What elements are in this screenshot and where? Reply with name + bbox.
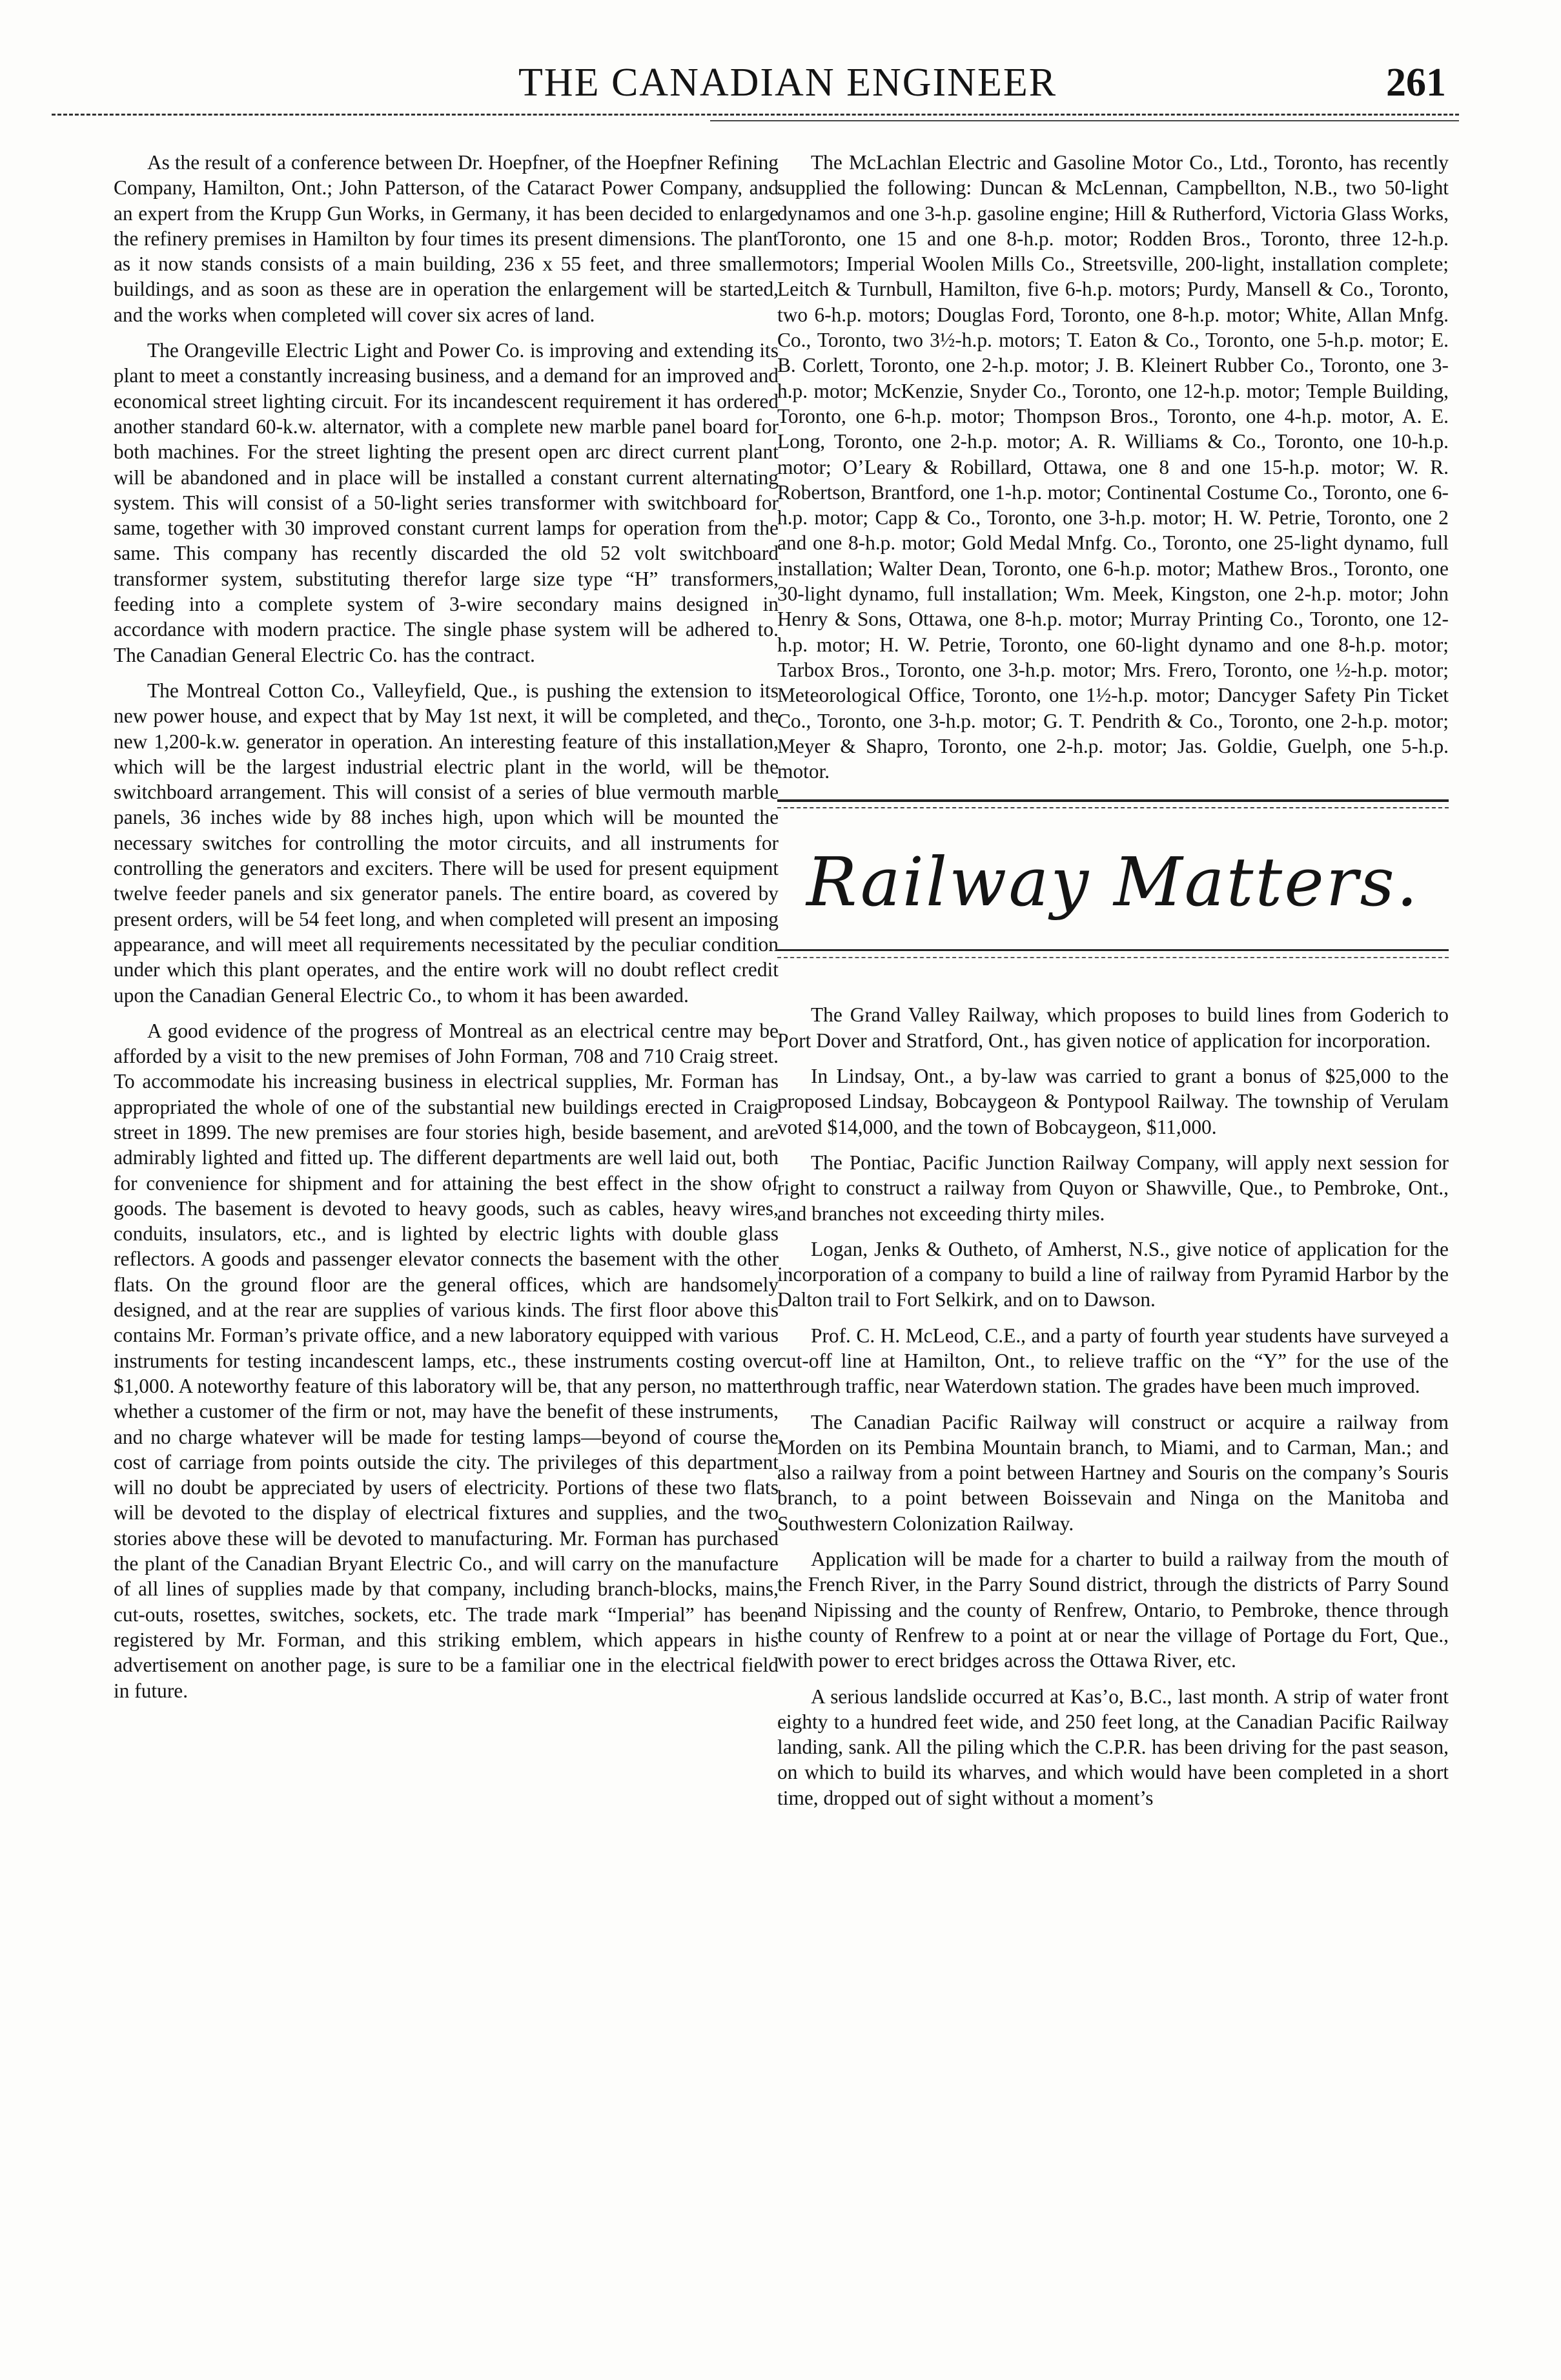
heading-rule-top-dashed	[777, 807, 1449, 808]
paragraph-cpr-morden: The Canadian Pacific Railway will construct or acquire a railway from Morden on its Pembina Mountain branch, to Miami, and to Carman, Man.; and also a railway from a point between Hartney and Souris on the company’s Souris branch, to a point between Boissevain and Ninga on the Manitoba and Southwestern Colonization Railway.	[777, 1410, 1449, 1535]
paragraph-montreal-cotton: The Montreal Cotton Co., Valleyfield, Que., is pushing the extension to its new power house, and expect that by May 1st next, it will be completed, and the new 1,200-k.w. generator in operation. An interesting feature of this installation, which will be the largest industrial electric plant in the world, will be the switchboard arrangement. This will consist of a series of blue vermouth marble panels, 36 inches wide by 88 inches high, upon which will be mounted the necessary switches for controlling the motor circuits, and all instruments for controlling the generators and exciters. There will be used for present equipment twelve feeder panels and six generator panels. The entire board, as covered by present orders, will be 54 feet long, and when completed will present an imposing appearance, and will meet all requirements necessitated by the peculiar condition under which this plant operates, and the entire work will no doubt reflect credit upon the Canadian General Electric Co., to whom it has been awarded.	[114, 679, 779, 1007]
header-rule	[52, 114, 1459, 116]
paragraph-grand-valley: The Grand Valley Railway, which proposes to build lines from Goderich to Port Dover and Stratford, Ont., has given notice of application for incorporation.	[777, 1003, 1449, 1052]
paragraph-mcleod: Prof. C. H. McLeod, C.E., and a party of fourth year students have surveyed a cut-off line at Hamilton, Ont., to relieve traffic on the “Y” for the use of the through traffic, near Waterdown station. The grades have been much improved.	[777, 1324, 1449, 1398]
paragraph-orangeville: The Orangeville Electric Light and Power Co. is improving and extending its plant to meet a constantly increasing business, and a demand for an improved and economical street lighting circuit. For its incandescent requirement it has ordered another standard 60-k.w. alternator, with a complete new marble panel board for both machines. For the street lighting the present open arc direct current plant will be abandoned and in place will be installed a constant current alternating system. This will consist of a 50-light series transformer with switchboard for same, together with 30 improved constant current lamps for operation from the same. This company has recently discarded the old 52 volt switchboard transformer system, substituting therefor large size type “H” transformers, feeding into a complete system of 3-wire secondary mains designed in accordance with modern practice. The single phase system will be adhered to. The Canadian General Electric Co. has the contract.	[114, 339, 779, 666]
paragraph-french-river: Application will be made for a charter to build a railway from the mouth of the French River, in the Parry Sound district, through the districts of Parry Sound and Nipissing and the county of Renfrew, Ontario, to Pembroke, thence through the county of Renfrew to a point at or near the village of Portage du Fort, Que., with power to erect bridges across the Ottawa River, etc.	[777, 1548, 1449, 1672]
paragraph-logan-jenks: Logan, Jenks & Outheto, of Amherst, N.S., give notice of application for the incorporation of a company to build a line of railway from Pyramid Harbor by the Dalton trail to Fort Selkirk, and on to Dawson.	[777, 1237, 1449, 1311]
paragraph-mclachlan: The McLachlan Electric and Gasoline Motor Co., Ltd., Toronto, has recently supplied the following: Duncan & McLennan, Campbellton, N.B., two 50-light dynamos and one 3-h.p. gasoline engine; Hill & Rutherford, Victoria Glass Works, Toronto, one 15 and one 8-h.p. motor; Rodden Bros., Toronto, three 12-h.p. motors; Imperial Woolen Mills Co., Streetsville, 200-light, installation complete; Leitch & Turnbull, Hamilton, five 6-h.p. motors; Purdy, Mansell & Co., Toronto, two 6-h.p. motors; Douglas Ford, Toronto, one 8-h.p. motor; White, Allan Mnfg. Co., Toronto, two 3½-h.p. motors; T. Eaton & Co., Toronto, one 5-h.p. motor; E. B. Corlett, Toronto, one 2-h.p. motor; J. B. Kleinert Rubber Co., Toronto, one 3-h.p. motor; McKenzie, Snyder Co., Toronto, one 12-h.p. motor; Temple Building, Toronto, one 6-h.p. motor; Thompson Bros., Toronto, one 4-h.p. motor, A. E. Long, Toronto, one 2-h.p. motor; A. R. Williams & Co., Toronto, one 10-h.p. motor; O’Leary & Robillard, Ottawa, one 8 and one 15-h.p. motor; W. R. Robertson, Brantford, one 1-h.p. motor; Continental Costume Co., Toronto, one 6-h.p. motor; Capp & Co., Toronto, one 3-h.p. motor; H. W. Petrie, Toronto, one 2 and one 8-h.p. motor; Gold Medal Mnfg. Co., Toronto, one 25-light dynamo, full installation; Walter Dean, Toronto, one 6-h.p. motor; Mathew Bros., Toronto, one 30-light dynamo, full installation; Wm. Meek, Kingston, one 2-h.p. motor; John Henry & Sons, Ottawa, one 8-h.p. motor; Murray Printing Co., Toronto, one 12-h.p. motor; H. W. Petrie, Toronto, one 60-light dynamo and one 8-h.p. motor; Tarbox Bros., Toronto, one 3-h.p. motor; Mrs. Frero, Toronto, one ½-h.p. motor; Meteorological Office, Toronto, one 1½-h.p. motor; Dancyger Safety Pin Ticket Co., Toronto, one 3-h.p. motor; G. T. Pendrith & Co., Toronto, one 2-h.p. motor; Meyer & Shapro, Toronto, one 2-h.p. motor; Jas. Goldie, Guelph, one 5-h.p. motor.	[777, 151, 1449, 783]
section-heading: Railway Matters.	[806, 843, 1420, 922]
left-column	[114, 150, 779, 2345]
heading-rule-bottom-dashed	[777, 957, 1449, 958]
journal-title: THE CANADIAN ENGINEER	[518, 61, 1057, 105]
paragraph-hoepfner: As the result of a conference between Dr. Hoepfner, of the Hoepfner Refining Company, Hamilton, Ont.; John Patterson, of the Cataract Power Company, and an expert from the Krupp Gun Works, in Germany, it has been decided to enlarge the refinery premises in Hamilton by four times its present dimensions. The plant as it now stands consists of a main building, 236 x 55 feet, and three smaller buildings, and as soon as these are in operation the enlargement will be started, and the works when completed will cover six acres of land.	[114, 151, 779, 326]
paragraph-lindsay: In Lindsay, Ont., a by-law was carried to grant a bonus of $25,000 to the proposed Lindsay, Bobcaygeon & Pontypool Railway. The township of Verulam voted $14,000, and the town of Bobcaygeon, $11,000.	[777, 1065, 1449, 1138]
running-head	[129, 57, 1446, 108]
paragraph-pontiac: The Pontiac, Pacific Junction Railway Company, will apply next session for right to construct a railway from Quyon or Shawville, Que., to Pembroke, Ont., and branches not exceeding thirty miles.	[777, 1151, 1449, 1225]
paragraph-forman: A good evidence of the progress of Montreal as an electrical centre may be afforded by a visit to the new premises of John Forman, 708 and 710 Craig street. To accommodate his increasing business in electrical supplies, Mr. Forman has appropriated the whole of one of the substantial new buildings erected in Craig street in 1899. The new premises are four stories high, beside basement, and are admirably lighted and fitted up. The different departments are well laid out, both for convenience for shipment and for attaining the best effect in the show of goods. The basement is devoted to heavy goods, such as cables, heavy wires, conduits, insulators, etc., and is lighted by electric lights with double glass reflectors. A goods and passenger elevator connects the basement with the other flats. On the ground floor are the general offices, which are handsomely designed, and at the rear are supplies of various kinds. The first floor above this contains Mr. Forman’s private office, and a new laboratory equipped with various instruments for testing incandescent lamps, etc., these instruments costing over $1,000. A noteworthy feature of this laboratory will be, that any person, no matter whether a customer of the firm or not, may have the benefit of these instruments, and no charge whatever will be made for testing lamps—beyond of course the cost of carriage from points outside the city. The privileges of this department will no doubt be appreciated by users of electricity. Portions of these two flats will be devoted to the display of electrical fixtures and supplies, and the two stories above these will be devoted to manufacturing. Mr. Forman has purchased the plant of the Canadian Bryant Electric Co., and will carry on the manufacture of all lines of supplies made by that company, including branch-blocks, mains, cut-outs, rosettes, switches, sockets, etc. The trade mark “Imperial” has been registered by Mr. Forman, and this striking emblem, which appears in his advertisement on another page, is sure to be a familiar one in the electrical field in future.	[114, 1019, 779, 1702]
header-rule-secondary	[710, 120, 1459, 121]
railway-matters-heading-block	[777, 799, 1449, 993]
heading-rule-bottom	[777, 949, 1449, 951]
right-column	[777, 150, 1449, 2345]
heading-rule-top	[777, 799, 1449, 802]
page-number: 261	[1386, 61, 1446, 105]
paragraph-kaslo-landslide: A serious landslide occurred at Kas’o, B.C., last month. A strip of water front eighty to a hundred feet wide, and 250 feet long, at the Canadian Pacific Railway landing, sank. All the piling which the C.P.R. has been driving for the past season, on which to build its wharves, and which would have been completed in a short time, dropped out of sight without a moment’s	[777, 1685, 1449, 1809]
